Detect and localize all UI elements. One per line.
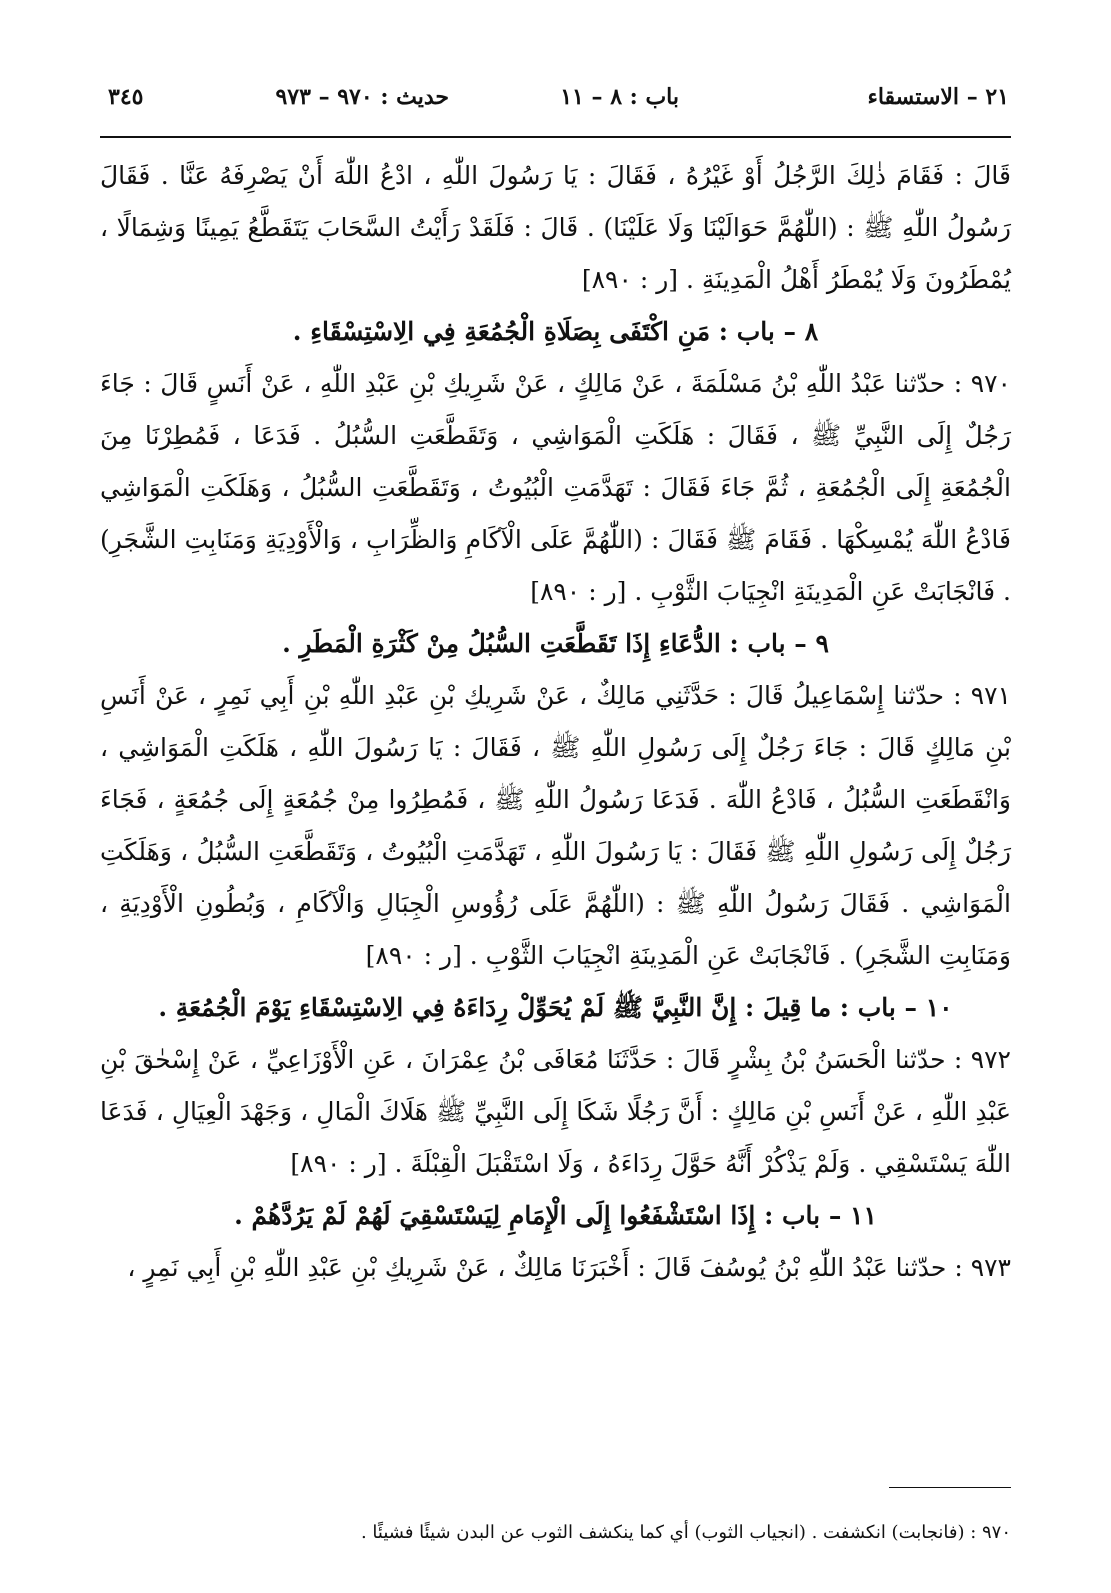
hadith-972: ٩٧٢ : حدّثنا الْحَسَنُ بْنُ بِشْرٍ قَالَ : حَدَّثَنَا مُعَافَى بْنُ عِمْرَانَ ، عَنِ الْأَوْزَاعِيِّ ، عَنْ إِسْحٰقَ بْنِ عَبْدِ اللّٰهِ ، عَنْ أَنَسِ بْنِ مَالِكٍ : أَنَّ رَجُلًا شَكَا إِلَى النَّبِيِّ ﷺ هَلَاكَ الْمَالِ ، وَجَهْدَ الْعِيَالِ ، فَدَعَا اللّٰهَ يَسْتَسْقِي . وَلَمْ يَذْكُرْ أَنَّهُ حَوَّلَ رِدَاءَهُ ، وَلَا اسْتَقْبَلَ الْقِبْلَةَ . [ر : ٨٩٠] (100, 1045, 1011, 1178)
chapter-title-9: ٩ – باب : الدُّعَاءِ إِذَا تَقَطَّعَتِ السُّبُلُ مِنْ كَثْرَةِ الْمَطَرِ . (282, 629, 829, 658)
chapter-title-10: ١٠ – باب : ما قِيلَ : إِنَّ النَّبِيَّ ﷺ لَمْ يُحَوِّلْ رِدَاءَهُ فِي الِاسْتِسْقَاءِ يَوْمَ الْجُمُعَةِ . (158, 993, 953, 1022)
footnote-divider (889, 1487, 1011, 1488)
hadith-971: ٩٧١ : حدّثنا إِسْمَاعِيلُ قَالَ : حَدَّثَنِي مَالِكٌ ، عَنْ شَرِيكِ بْنِ عَبْدِ اللّٰهِ بْنِ أَبِي نَمِرٍ ، عَنْ أَنَسِ بْنِ مَالِكٍ قَالَ : جَاءَ رَجُلٌ إِلَى رَسُولِ اللّٰهِ ﷺ ، فَقَالَ : يَا رَسُولَ اللّٰهِ ، هَلَكَتِ الْمَوَاشِي ، وَانْقَطَعَتِ السُّبُلُ ، فَادْعُ اللّٰهَ . فَدَعَا رَسُولُ اللّٰهِ ﷺ ، فَمُطِرُوا مِنْ جُمُعَةٍ إِلَى جُمُعَةٍ ، فَجَاءَ رَجُلٌ إِلَى رَسُولِ اللّٰهِ ﷺ فَقَالَ : يَا رَسُولَ اللّٰهِ ، تَهَدَّمَتِ الْبُيُوتُ ، وَتَقَطَّعَتِ السُّبُلُ ، وَهَلَكَتِ الْمَوَاشِي . فَقَالَ رَسُولُ اللّٰهِ ﷺ : (اللّٰهُمَّ عَلَى رُؤُوسِ الْجِبَالِ وَالْآكَامِ ، وَبُطُونِ الْأَوْدِيَةِ ، وَمَنَابِتِ الشَّجَرِ) . فَانْجَابَتْ عَنِ الْمَدِينَةِ انْجِيَابَ الثَّوْبِ . [ر : ٨٩٠] (100, 681, 1011, 970)
page-number: ٣٤٥ (108, 84, 144, 110)
running-header (108, 78, 1009, 126)
page-body (100, 150, 1011, 1294)
header-hadith-range: حديث : ٩٧٠ – ٩٧٣ (275, 84, 449, 110)
chapter-title-8: ٨ – باب : مَنِ اكْتَفَى بِصَلَاةِ الْجُمُعَةِ فِي الِاسْتِسْقَاءِ . (292, 317, 819, 346)
hadith-970: ٩٧٠ : حدّثنا عَبْدُ اللّٰهِ بْنُ مَسْلَمَةَ ، عَنْ مَالِكٍ ، عَنْ شَرِيكِ بْنِ عَبْدِ اللّٰهِ ، عَنْ أَنَسٍ قَالَ : جَاءَ رَجُلٌ إِلَى النَّبِيِّ ﷺ ، فَقَالَ : هَلَكَتِ الْمَوَاشِي ، وَتَقَطَّعَتِ السُّبُلُ . فَدَعَا ، فَمُطِرْنَا مِنَ الْجُمُعَةِ إِلَى الْجُمُعَةِ ، ثُمَّ جَاءَ فَقَالَ : تَهَدَّمَتِ الْبُيُوتُ ، وَتَقَطَّعَتِ السُّبُلُ ، وَهَلَكَتِ الْمَوَاشِي فَادْعُ اللّٰهَ يُمْسِكْهَا . فَقَامَ ﷺ فَقَالَ : (اللّٰهُمَّ عَلَى الْآكَامِ وَالظِّرَابِ ، وَالْأَوْدِيَةِ وَمَنَابِتِ الشَّجَرِ) . فَانْجَابَتْ عَنِ الْمَدِينَةِ انْجِيَابَ الثَّوْبِ . [ر : ٨٩٠] (100, 369, 1011, 606)
header-divider (100, 136, 1011, 138)
header-bab-range: باب : ٨ – ١١ (560, 84, 679, 110)
footnote: ٩٧٠ : (فانجابت) انكشفت . (انجياب الثوب) أي كما ينكشف الثوب عن البدن شيئًا فشيئًا . (360, 1522, 1011, 1543)
chapter-title-11: ١١ – باب : إِذَا اسْتَشْفَعُوا إِلَى الْإِمَامِ لِيَسْتَسْقِيَ لَهُمْ لَمْ يَرُدَّهُمْ . (234, 1201, 877, 1230)
paragraph-intro: قَالَ : فَقَامَ ذٰلِكَ الرَّجُلُ أَوْ غَيْرُهُ ، فَقَالَ : يَا رَسُولَ اللّٰهِ ، ادْعُ اللّٰهَ أَنْ يَصْرِفَهُ عَنَّا . فَقَالَ رَسُولُ اللّٰهِ ﷺ : (اللّٰهُمَّ حَوَالَيْنَا وَلَا عَلَيْنَا) . قَالَ : فَلَقَدْ رَأَيْتُ السَّحَابَ يَتَقَطَّعُ يَمِينًا وَشِمَالًا ، يُمْطَرُونَ وَلَا يُمْطَرُ أَهْلُ الْمَدِينَةِ . [ر : ٨٩٠] (100, 161, 1011, 294)
header-chapter: ٢١ – الاستسقاء (867, 84, 1009, 110)
hadith-973: ٩٧٣ : حدّثنا عَبْدُ اللّٰهِ بْنُ يُوسُفَ قَالَ : أَخْبَرَنَا مَالِكٌ ، عَنْ شَرِيكِ بْنِ عَبْدِ اللّٰهِ بْنِ أَبِي نَمِرٍ ، (127, 1253, 1011, 1282)
